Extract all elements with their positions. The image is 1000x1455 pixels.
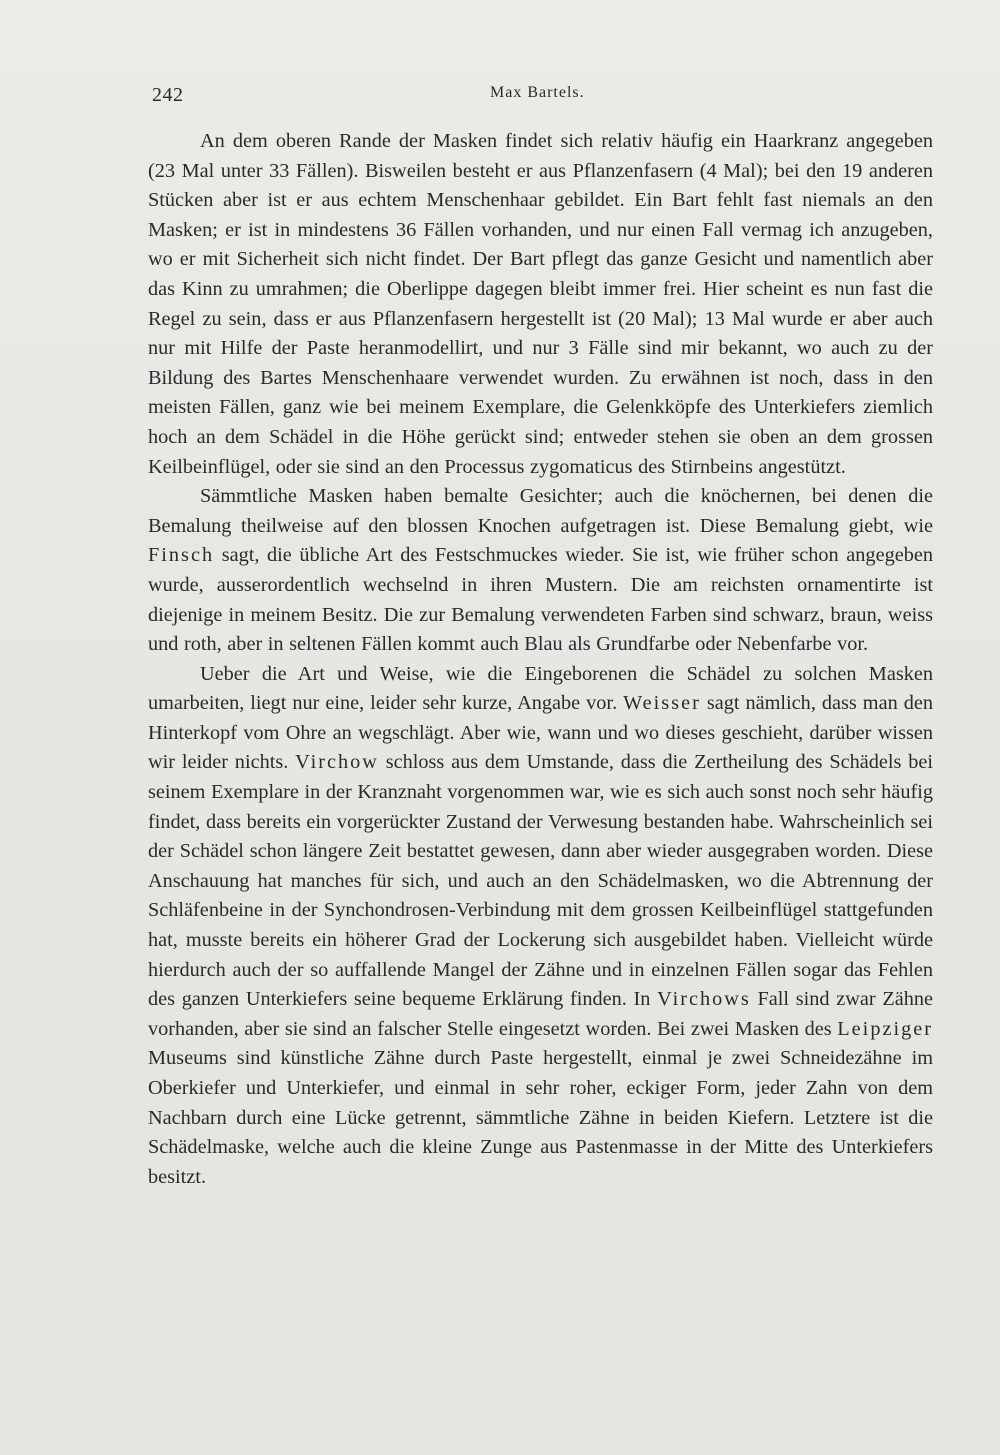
paragraph-preparation [148,660,933,1193]
text-segment: Museums sind künstliche Zähne durch Paste hergestellt, einmal je zwei Schneidezähne im Oberkiefer und Unterkiefer, und einmal in sehr roher, eckiger Form, jeder Zahn von dem Nachbarn durch eine Lücke getrennt, sämmtliche Zähne in beiden Kiefern. Letztere ist die Schädelmaske, welche auch die kleine Zunge aus Pastenmasse in der Mitte des Unterkiefers besitzt. [148,1047,933,1188]
text-segment: Ueber die Art und Weise, wie die Eingeborenen die Schädel zu solchen Masken umarbeiten, liegt nur eine, leider sehr kurze, Angabe vor. [148,662,933,715]
author-name-virchow: Virchow [295,751,379,774]
paragraph-hair-and-beard [148,127,933,482]
author-name-finsch: Finsch [148,544,215,567]
running-title: Max Bartels. [490,84,585,101]
page-number: 242 [152,84,184,106]
page-header [152,78,932,108]
text-segment: An dem oberen Rande der Masken findet sich relativ häufig ein Haarkranz angegeben (23 Mal unter 33 Fällen). Bisweilen besteht er aus Pflanzenfasern (4 Mal); bei den 19 anderen Stücken aber ist er aus echtem Menschenhaar gebildet. Ein Bart fehlt fast niemals an den Masken; er ist in mindestens 36 Fällen vorhanden, und nur einen Fall vermag ich anzugeben, wo er mit Sicherheit sich nicht findet. Der Bart pflegt das ganze Gesicht und namentlich aber das Kinn zu umrahmen; die Oberlippe dagegen bleibt immer frei. Hier scheint es nun fast die Regel zu sein, dass er aus Pflanzenfasern hergestellt ist (20 Mal); 13 Mal wurde er aber auch nur mit Hilfe der Paste heranmodellirt, und nur 3 Fälle sind mir bekannt, wo auch zu der Bildung des Bartes Menschenhaare verwendet wurden. Zu erwähnen ist noch, dass in den meisten Fällen, ganz wie bei meinem Exemplare, die Gelenkköpfe des Unterkiefers ziemlich hoch an dem Schädel in die Höhe gerückt sind; entweder stehen sie oben an dem grossen Keilbeinflügel, oder sie sind an den Processus zygomaticus des Stirnbeins angestützt. [148,130,933,478]
author-name-virchows: Virchows [657,988,751,1011]
body-text [148,127,933,1192]
text-segment: Sämmtliche Masken haben bemalte Gesichter; auch die knöchernen, bei denen die Bemalung theilweise auf den blossen Knochen aufgetragen ist. Diese Bemalung giebt, wie [148,485,933,537]
text-segment: schloss aus dem Umstande, dass die Zertheilung des Schädels bei seinem Exemplare in der Kranznaht vorgenommen war, wie es sich auch sonst noch sehr häufig findet, dass bereits ein vorgerückter Zustand der Verwesung bestanden habe. Wahrscheinlich sei der Schädel schon längere Zeit bestattet gewesen, dann aber wieder ausgegraben worden. Diese Anschauung hat manches für sich, und auch an den Schädelmasken, wo die Abtrennung der Schläfenbeine in der Synchondrosen-Verbindung mit dem grossen Keilbeinflügel stattgefunden hat, musste bereits ein höherer Grad der Lockerung sich ausgebildet haben. Vielleicht würde hierdurch auch der so auffallende Mangel der Zähne und in einzelnen Fällen sogar das Fehlen des ganzen Unterkiefers seine bequeme Erklärung finden. In [148,751,934,1011]
place-name-leipziger: Leipziger [837,1017,933,1040]
author-name-weisser: Weisser [623,692,701,715]
text-segment: sagt nämlich, dass man den Hinterkopf vom Ohre an wegschlägt. Aber wie, wann und wo dieses geschieht, darüber wissen wir leider nichts. [148,692,933,774]
paragraph-painting [148,482,933,660]
text-segment: Fall sind zwar Zähne vorhanden, aber sie sind an falscher Stelle eingesetzt worden. Bei zwei Masken des [148,988,933,1040]
text-segment: sagt, die übliche Art des Festschmuckes wieder. Sie ist, wie früher schon angegeben wurde, ausserordentlich wechselnd in ihren Mustern. Die am reichsten ornamentirte ist diejenige in meinem Besitz. Die zur Bemalung verwendeten Farben sind schwarz, braun, weiss und roth, aber in seltenen Fällen kommt auch Blau als Grundfarbe oder Nebenfarbe vor. [148,544,933,656]
